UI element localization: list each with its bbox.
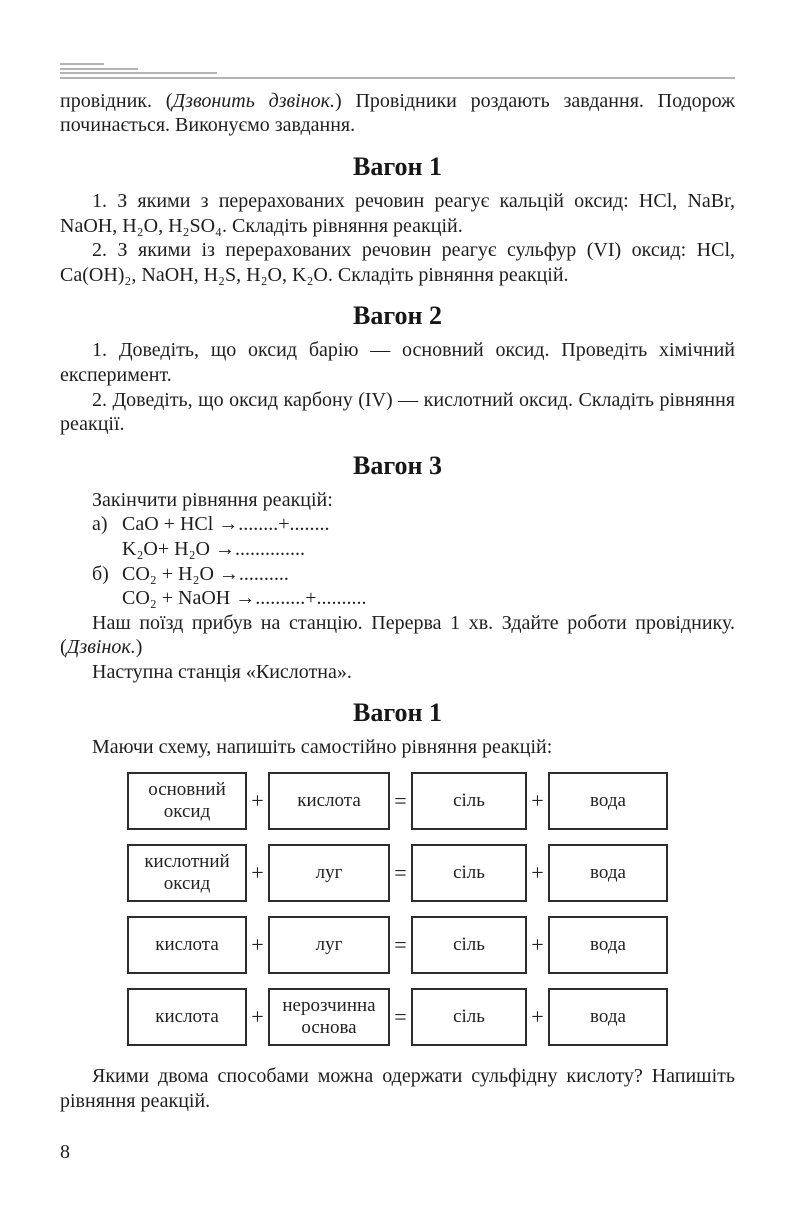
scheme-cell-product2: вода [548,988,668,1046]
equation-label: а) [92,513,108,536]
equals-operator: = [394,788,407,814]
ornament-line [60,68,138,70]
plus-operator: + [531,1004,544,1030]
plus-operator: + [251,788,264,814]
wagon3-lead: Закінчити рівняння реакцій: [92,488,333,511]
scheme-cell-product1: сіль [411,988,527,1046]
stage-direction: Дзвінок. [66,636,136,659]
equals-operator: = [394,860,407,886]
final-question: Якими двома способами можна одержати сульфідну кислоту? Напишіть рівняння реакцій. [60,1065,735,1112]
scheme-cell-reagent2: луг [268,916,390,974]
outro-text: Наш поїзд прибув на станцію. Перерва 1 хв. Здайте роботи провіднику. ( [60,611,735,659]
scheme-cell-reagent2: нерозчинна основа [268,988,390,1046]
scheme-cell-reagent2: луг [268,844,390,902]
scheme-cell-reagent1: кислота [127,988,247,1046]
header-ornament [60,63,735,79]
plus-operator: + [531,860,544,886]
scheme-cell-reagent1: основний оксид [127,772,247,830]
equation-label [92,586,122,611]
wagon2-task-2: 2. Доведіть, що оксид карбону (IV) — кислотний оксид. Складіть рівняння реакції. [60,388,735,436]
scheme-cell-product2: вода [548,844,668,902]
equation-line [92,586,735,611]
plus-operator: + [531,932,544,958]
equation-line [92,537,735,562]
page-number: 8 [60,1141,70,1164]
wagon3-outro-paragraph [60,611,735,660]
scheme-cell-product1: сіль [411,916,527,974]
plus-operator: + [251,860,264,886]
equation-line [92,512,735,537]
equals-operator: = [394,932,407,958]
scheme-cell-product2: вода [548,916,668,974]
plus-operator: + [251,932,264,958]
equation-line [92,562,735,587]
plus-operator: + [531,788,544,814]
intro-text: провідник. ( [60,89,173,112]
intro-paragraph [60,89,735,138]
equations-block [92,512,735,610]
wagon1-heading: Вагон 1 [353,151,442,181]
scheme-lead: Маючи схему, напишіть самостійно рівняння реакцій: [92,736,553,759]
scheme-cell-product1: сіль [411,844,527,902]
reaction-scheme [127,772,668,1046]
outro-text-rest: ) [135,636,143,659]
equals-operator: = [394,1004,407,1030]
scheme-cell-reagent1: кислотний оксид [127,844,247,902]
scheme-row [127,988,668,1046]
equation-formula: K₂O+ H₂O →.............. [122,537,305,560]
scheme-row [127,916,668,974]
wagon1-task-1: 1. З якими з перерахованих речовин реагує кальцій оксид: HCl, NaBr, NaOH, H₂O, H₂SO₄. Складіть рівняння реакцій. [60,189,735,237]
scheme-row [127,844,668,902]
scheme-row [127,772,668,830]
ornament-line [60,72,217,74]
equation-label: б) [92,562,109,585]
scheme-cell-reagent2: кислота [268,772,390,830]
scheme-cell-reagent1: кислота [127,916,247,974]
wagon2-task-1: 1. Доведіть, що оксид барію — основний оксид. Проведіть хімічний експеримент. [60,339,735,386]
plus-operator: + [251,1004,264,1030]
intro-text-rest: ) Провідники роздають завдання. Подорож починається. Виконуємо завдання. [60,89,736,137]
ornament-line [60,63,104,65]
equation-label [92,537,122,562]
next-station-line: Наступна станція «Кислотна». [92,660,352,683]
wagon1-acid-heading: Вагон 1 [353,698,442,728]
wagon3-heading: Вагон 3 [353,450,442,480]
stage-direction: Дзвонить дзвінок. [172,89,336,112]
ornament-line [60,77,735,79]
wagon2-heading: Вагон 2 [353,301,442,331]
equation-formula: CaO + HCl →........+........ [122,513,330,536]
scheme-cell-product1: сіль [411,772,527,830]
equation-formula: CO₂ + H₂O →.......... [122,562,289,585]
scheme-cell-product2: вода [548,772,668,830]
equation-formula: CO₂ + NaOH →..........+.......... [122,587,367,610]
wagon1-task-2: 2. З якими із перерахованих речовин реагує сульфур (VI) оксид: HCl, Ca(OH)₂, NaOH, H₂S, H₂O, K₂O. Складіть рівняння реакцій. [60,239,735,286]
